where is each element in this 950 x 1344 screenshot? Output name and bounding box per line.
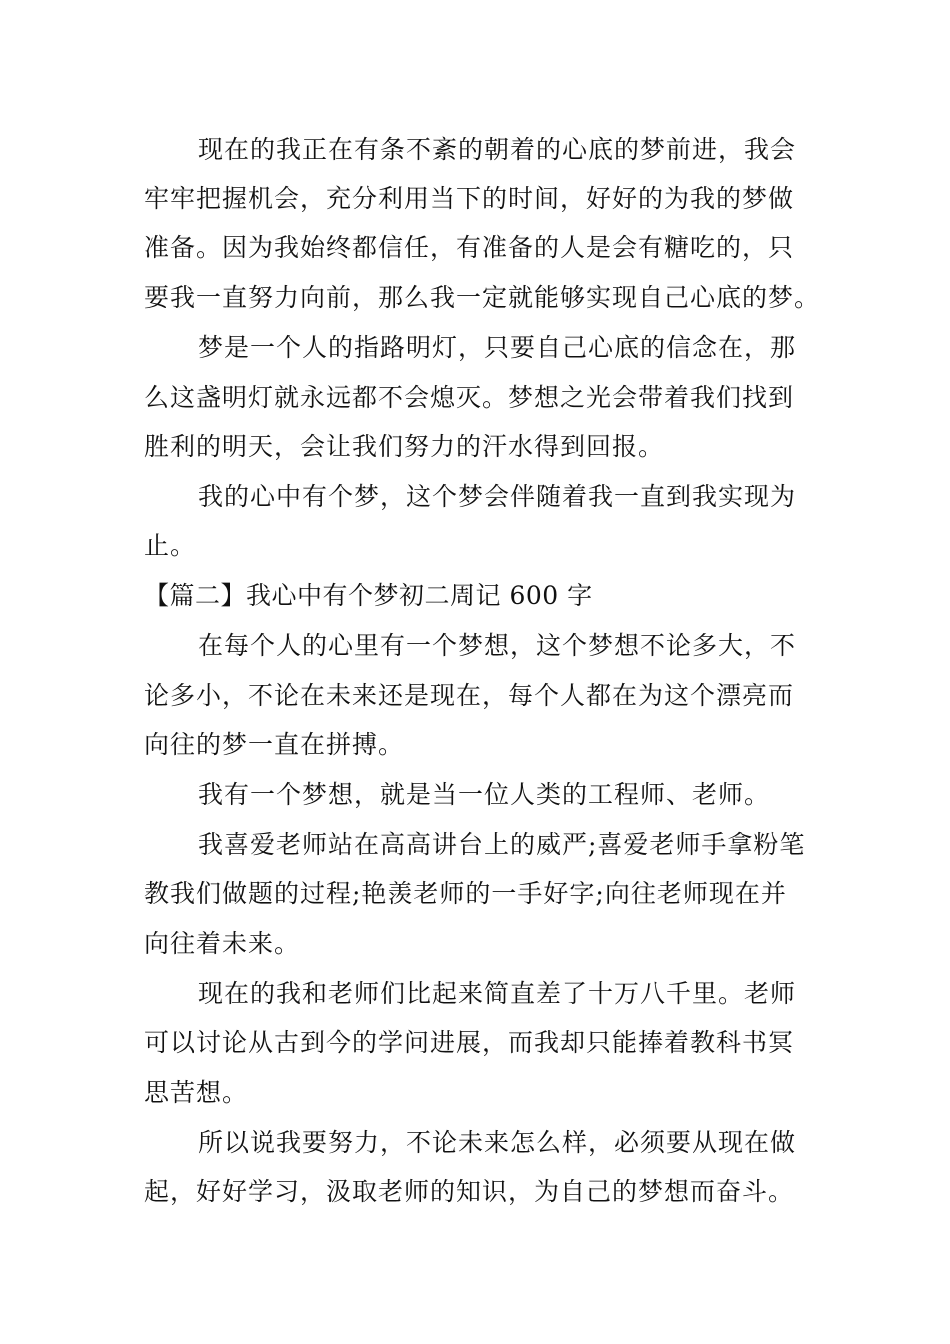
- paragraph-line: 么这盏明灯就永远都不会熄灭。梦想之光会带着我们找到: [144, 383, 795, 412]
- paragraph-line: 论多小，不论在未来还是现在，每个人都在为这个漂亮而: [144, 681, 795, 710]
- paragraph-line: 我喜爱老师站在高高讲台上的威严;喜爱老师手拿粉笔: [198, 830, 806, 859]
- paragraph-line: 向往的梦一直在拼搏。: [144, 730, 405, 759]
- paragraph-line: 教我们做题的过程;艳羡老师的一手好字;向往老师现在并: [144, 879, 787, 908]
- paragraph-line: 我的心中有个梦，这个梦会伴随着我一直到我实现为: [198, 482, 797, 511]
- paragraph-line: 思苦想。: [144, 1078, 249, 1107]
- paragraph-line: 要我一直努力向前，那么我一定就能够实现自己心底的梦。: [144, 283, 821, 312]
- paragraph-line: 牢牢把握机会，充分利用当下的时间，好好的为我的梦做: [144, 184, 795, 213]
- paragraph-line: 现在的我正在有条不紊的朝着的心底的梦前进，我会: [198, 135, 797, 164]
- paragraph-line: 在每个人的心里有一个梦想，这个梦想不论多大，不: [198, 631, 797, 660]
- paragraph-line: 准备。因为我始终都信任，有准备的人是会有糖吃的，只: [144, 233, 795, 262]
- paragraph-line: 可以讨论从古到今的学问进展，而我却只能捧着教科书冥: [144, 1028, 795, 1057]
- paragraph-line: 止。: [144, 531, 197, 560]
- section-heading: 【篇二】我心中有个梦初二周记 600 字: [144, 581, 593, 610]
- paragraph-line: 所以说我要努力，不论未来怎么样，必须要从现在做: [198, 1128, 797, 1157]
- paragraph-line: 起，好好学习，汲取老师的知识，为自己的梦想而奋斗。: [144, 1177, 795, 1206]
- paragraph-line: 梦是一个人的指路明灯，只要自己心底的信念在，那: [198, 333, 797, 362]
- paragraph-line: 现在的我和老师们比起来简直差了十万八千里。老师: [198, 979, 797, 1008]
- paragraph-line: 我有一个梦想，就是当一位人类的工程师、老师。: [198, 780, 771, 809]
- paragraph-line: 胜利的明天，会让我们努力的汗水得到回报。: [144, 432, 665, 461]
- paragraph-line: 向往着未来。: [144, 929, 301, 958]
